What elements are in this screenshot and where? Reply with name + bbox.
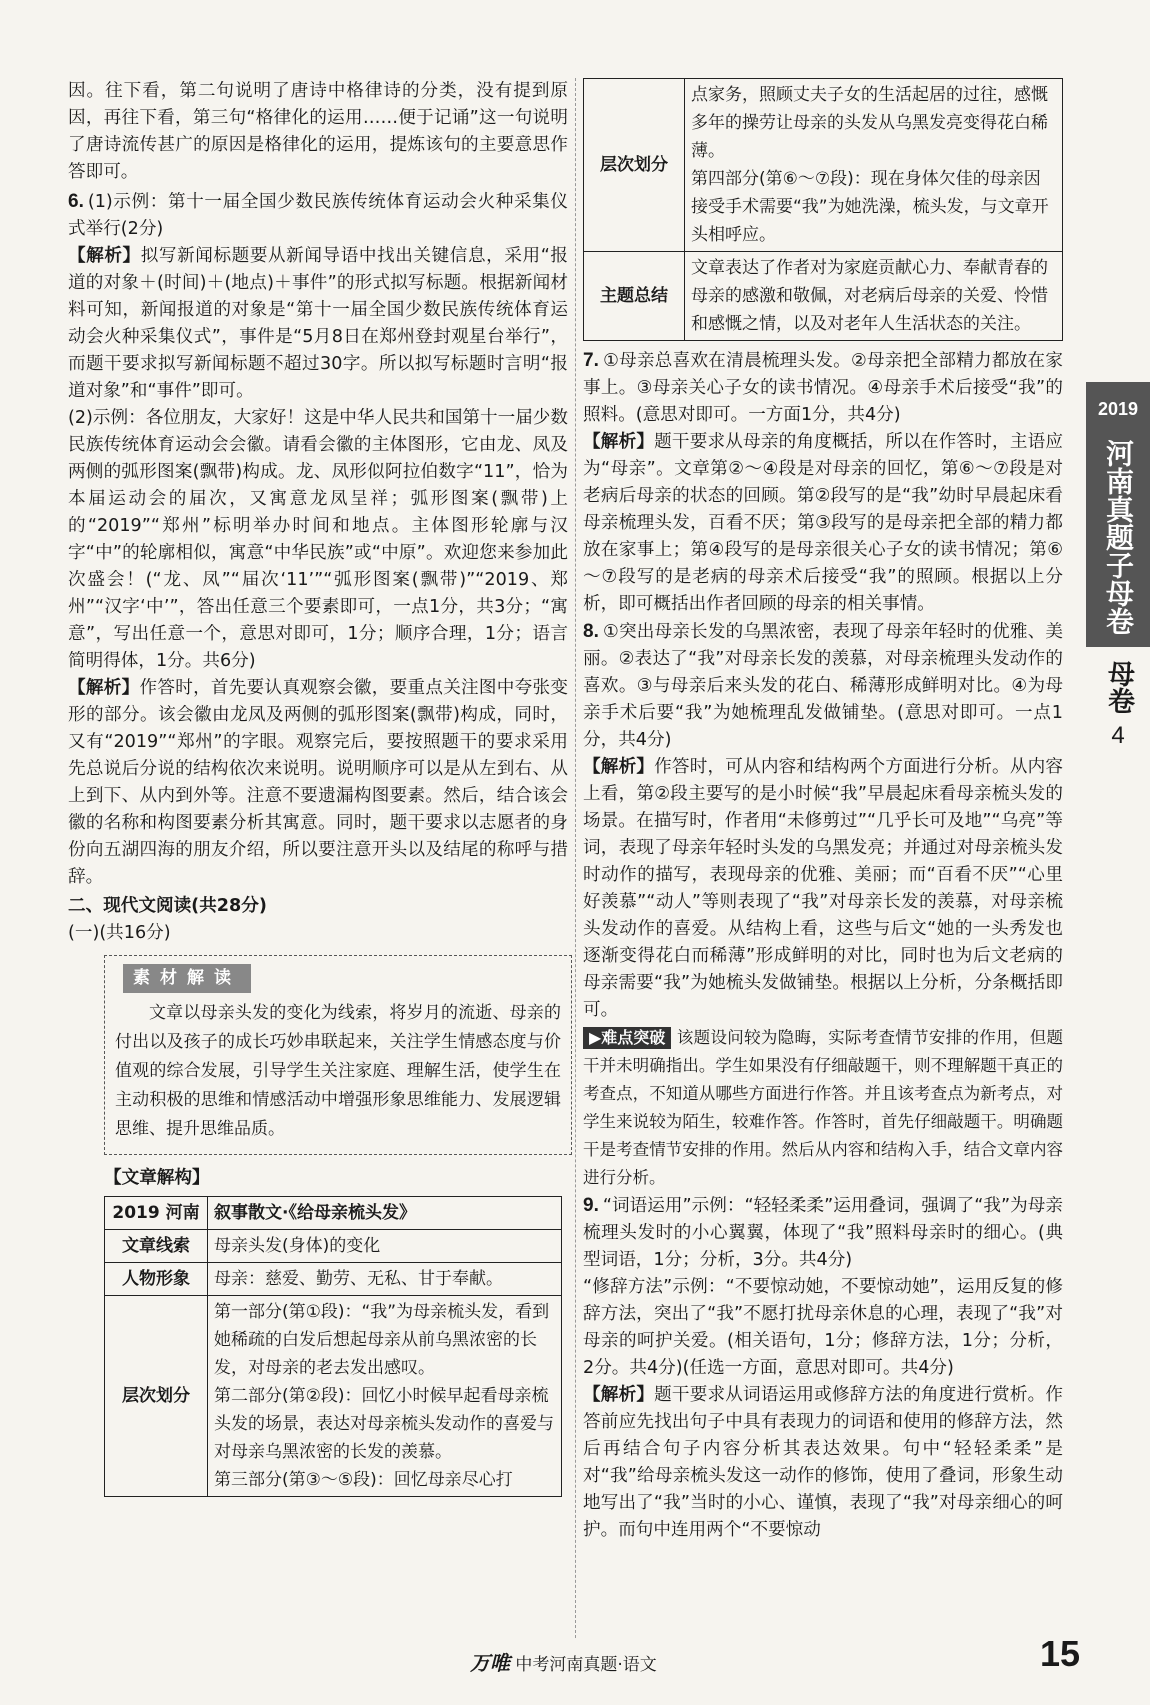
structure-table bbox=[104, 1196, 562, 1497]
column-divider bbox=[575, 78, 577, 1638]
question-6-1-analysis bbox=[68, 243, 568, 405]
side-label-text: 母卷 bbox=[1103, 660, 1134, 714]
table-header-cell: 层次划分 bbox=[105, 1296, 208, 1497]
question-9-analysis bbox=[583, 1382, 1063, 1544]
table-row bbox=[584, 252, 1063, 341]
table-cell: 文章表达了作者对为家庭贡献心力、奉献青春的母亲的感激和敬佩，对老病后母亲的关爱、怜惜和感慨之情，以及对老年人生活状态的关注。 bbox=[685, 252, 1063, 341]
structure-title: 【文章解构】 bbox=[104, 1168, 210, 1188]
question-9-answer-a: “词语运用”示例：“轻轻柔柔”运用叠词，强调了“我”为母亲梳理头发时的小心翼翼，体现了“我”照料母亲时的细心。(典型词语，1分；分析，3分。共4分) bbox=[583, 1196, 1063, 1270]
material-text: 文章以母亲头发的变化为线索，将岁月的流逝、母亲的付出以及孩子的成长巧妙串联起来，关注学生情感态度与价值观的综合发展，引导学生关注家庭、理解生活，使学生在主动积极的思维和情感活动中增强形象思维能力、发展逻辑思维、提升思维品质。 bbox=[115, 1003, 561, 1139]
table-cell bbox=[685, 79, 1063, 252]
table-header-cell: 文章线索 bbox=[105, 1230, 208, 1263]
question-6-1 bbox=[68, 188, 568, 243]
side-tab bbox=[1086, 382, 1150, 647]
question-7-number: 7. bbox=[583, 350, 599, 371]
side-tab-year: 2019 bbox=[1097, 399, 1139, 419]
side-tab-title: 河南真题子母卷 bbox=[1102, 438, 1135, 635]
table-row bbox=[105, 1230, 562, 1263]
table-cell: 叙事散文·《给母亲梳头发》 bbox=[208, 1197, 562, 1230]
question-8-number: 8. bbox=[583, 621, 599, 642]
analysis-text: 题干要求从母亲的角度概括，所以在作答时，主语应为“母亲”。文章第②～④段是对母亲的回忆，第⑥～⑦段是对老病后母亲的状态的回顾。第②段写的是“我”幼时早晨起床看母亲梳理头发，百看不厌；第③段写的是母亲把全部的精力都放在家事上；第④段写的是母亲很关心子女的读书情况；第⑥～⑦段写的是老病的母亲术后接受“我”的照顾。根据以上分析，即可概括出作者回顾的母亲的相关事情。 bbox=[583, 432, 1063, 614]
question-6-2-analysis bbox=[68, 675, 568, 891]
page-number: 15 bbox=[1040, 1633, 1081, 1674]
question-8-answer: ①突出母亲长发的乌黑浓密，表现了母亲年轻时的优雅、美丽。②表达了“我”对母亲长发的羡慕，对母亲梳理头发动作的喜欢。③与母亲后来头发的花白、稀薄形成鲜明对比。④为母亲手术后要“我”为她梳理乱发做铺垫。(意思对即可。一点1分，共4分) bbox=[583, 622, 1063, 750]
analysis-tag: 【解析】 bbox=[68, 678, 140, 698]
footer-text: 中考河南真题·语文 bbox=[515, 1655, 657, 1675]
difficulty-text: 该题设问较为隐晦，实际考查情节安排的作用，但题干并未明确指出。学生如果没有仔细敲题干，则不理解题干真正的考查点，不知道从哪些方面进行作答。并且该考查点为新考点，对学生来说较为陌生，较难作答。作答时，首先仔细敲题干。明确题干是考查情节安排的作用。然后从内容和结构入手，结合文章内容进行分析。 bbox=[583, 1028, 1063, 1187]
table-header-cell: 2019 河南 bbox=[105, 1197, 208, 1230]
structure-table-continued bbox=[583, 78, 1063, 341]
right-column bbox=[583, 78, 1063, 1544]
question-7-answer: ①母亲总喜欢在清晨梳理头发。②母亲把全部精力都放在家事上。③母亲关心子女的读书情况。④母亲手术后接受“我”的照料。(意思对即可。一方面1分，共4分) bbox=[583, 351, 1063, 425]
footer bbox=[470, 1650, 657, 1679]
side-label-number: 4 bbox=[1111, 722, 1125, 749]
question-7 bbox=[583, 347, 1063, 429]
material-title: 素材解读 bbox=[123, 964, 251, 993]
table-cell: 母亲：慈爱、勤劳、无私、甘于奉献。 bbox=[208, 1263, 562, 1296]
subsection-heading: (一)(共16分) bbox=[68, 923, 171, 943]
part-2: 第二部分(第②段)：回忆小时候早起看母亲梳头发的场景，表达对母亲梳头发动作的喜爱与对母亲乌黑浓密的长发的羡慕。 bbox=[214, 1386, 554, 1462]
analysis-tag: 【解析】 bbox=[583, 757, 655, 777]
table-cell: 母亲头发(身体)的变化 bbox=[208, 1230, 562, 1263]
table-row bbox=[105, 1263, 562, 1296]
brand-logo: 万唯 bbox=[470, 1651, 510, 1675]
side-label bbox=[1090, 655, 1146, 753]
analysis-text: 作答时，首先要认真观察会徽，要重点关注图中夸张变形的部分。该会徽由龙凤及两侧的弧形图案(飘带)构成，同时，又有“2019”“郑州”的字眼。观察完后，要按照题干的要求采用先总说后分说的结构依次来说明。说明顺序可以是从左到右、从上到下、从内到外等。注意不要遗漏构图要素。然后，结合该会徽的名称和构图要素分析其寓意。同时，题干要求以志愿者的身份向五湖四海的朋友介绍，所以要注意开头以及结尾的称呼与措辞。 bbox=[68, 678, 568, 887]
table-row bbox=[584, 79, 1063, 252]
part-1: 第一部分(第①段)：“我”为母亲梳头发，看到她稀疏的白发后想起母亲从前乌黑浓密的长发，对母亲的老去发出感叹。 bbox=[214, 1302, 550, 1378]
table-cell bbox=[208, 1296, 562, 1497]
question-8-analysis bbox=[583, 754, 1063, 1024]
question-8 bbox=[583, 618, 1063, 754]
table-header-cell: 主题总结 bbox=[584, 252, 685, 341]
question-6-number: 6. bbox=[68, 191, 84, 212]
table-header-cell: 人物形象 bbox=[105, 1263, 208, 1296]
question-9-answer-b: “修辞方法”示例：“不要惊动她，不要惊动她”，运用反复的修辞方法，突出了“我”不愿打扰母亲休息的心理，表现了“我”对母亲的呵护关爱。(相关语句，1分；修辞方法，1分；分析，2分。共4分)(任选一方面，意思对即可。共4分) bbox=[583, 1277, 1063, 1378]
left-column bbox=[68, 78, 568, 1497]
question-6-2-answer: (2)示例：各位朋友，大家好！这是中华人民共和国第十一届少数民族传统体育运动会会徽。请看会徽的主体图形，它由龙、凤及两侧的弧形图案(飘带)构成。龙、凤形似阿拉伯数字“11”，恰为本届运动会的届次，又寓意龙凤呈祥；弧形图案(飘带)上的“2019”“郑州”标明举办时间和地点。主体图形轮廓与汉字“中”的轮廓相似，寓意“中华民族”或“中原”。欢迎您来参加此次盛会！(“龙、凤”“届次‘11’”“弧形图案(飘带)”“2019、郑州”“汉字‘中’”，答出任意三个要素即可，一点1分，共3分；“寓意”，写出任意一个，意思对即可，1分；顺序合理，1分；语言简明得体，1分。共6分) bbox=[68, 408, 568, 671]
difficulty-tag: ▶难点突破 bbox=[583, 1027, 671, 1049]
question-7-analysis bbox=[583, 429, 1063, 618]
intro-paragraph: 因。往下看，第二句说明了唐诗中格律诗的分类，没有提到原因，再往下看，第三句“格律化的运用……便于记诵”这一句说明了唐诗流传甚广的原因是格律化的运用，提炼该句的主要意思作答即可。 bbox=[68, 81, 568, 182]
analysis-tag: 【解析】 bbox=[583, 432, 655, 452]
question-9-number: 9. bbox=[583, 1195, 599, 1216]
table-header-cell: 层次划分 bbox=[584, 79, 685, 252]
section-heading: 二、现代文阅读(共28分) bbox=[68, 896, 267, 916]
analysis-text: 题干要求从词语运用或修辞方法的角度进行赏析。作答前应先找出句子中具有表现力的词语和使用的修辞方法，然后再结合句子内容分析其表达效果。句中“轻轻柔柔”是对“我”给母亲梳头发这一动作的修饰，使用了叠词，形象生动地写出了“我”当时的小心、谨慎，表现了“我”对母亲细心的呵护。而句中连用两个“不要惊动 bbox=[583, 1385, 1063, 1540]
difficulty-breakthrough bbox=[583, 1024, 1063, 1192]
analysis-tag: 【解析】 bbox=[68, 246, 141, 266]
question-6-1-answer: (1)示例：第十一届全国少数民族传统体育运动会火种采集仪式举行(2分) bbox=[68, 192, 568, 239]
analysis-text: 作答时，可从内容和结构两个方面进行分析。从内容上看，第②段主要写的是小时候“我”早晨起床看母亲梳头发的场景。在描写时，作者用“未修剪过”“几乎长可及地”“乌亮”等词，表现了母亲年轻时头发的乌黑发亮；并通过对母亲梳头发时动作的描写，表现母亲的优雅、美丽；而“百看不厌”“心里好羡慕”“动人”等则表现了“我”对母亲长发的羡慕，对母亲梳头发动作的喜爱。从结构上看，这些与后文“她的一头秀发也逐渐变得花白而稀薄”形成鲜明的对比，同时也为后文老病的母亲需要“我”为她梳头发做铺垫。根据以上分析，分条概括即可。 bbox=[583, 757, 1063, 1020]
part-4: 第四部分(第⑥～⑦段)：现在身体欠佳的母亲因接受手术需要“我”为她洗澡，梳头发，与文章开头相呼应。 bbox=[691, 169, 1049, 245]
part-3: 第三部分(第③～⑤段)：回忆母亲尽心打 bbox=[214, 1470, 513, 1490]
table-row bbox=[105, 1296, 562, 1497]
analysis-tag: 【解析】 bbox=[583, 1385, 655, 1405]
table-row bbox=[105, 1197, 562, 1230]
analysis-text: 拟写新闻标题要从新闻导语中找出关键信息，采用“报道的对象＋(时间)＋(地点)＋事件”的形式拟写标题。根据新闻材料可知，新闻报道的对象是“第十一届全国少数民族传统体育运动会火种采集仪式”，事件是“5月8日在郑州登封观星台举行”，而题干要求拟写新闻标题不超过30字。所以拟写标题时言明“报道对象”和“事件”即可。 bbox=[68, 246, 568, 401]
material-box bbox=[104, 955, 572, 1155]
part-3-continued: 点家务，照顾丈夫子女的生活起居的过往，感慨多年的操劳让母亲的头发从乌黑发亮变得花白稀薄。 bbox=[691, 85, 1048, 161]
question-9 bbox=[583, 1192, 1063, 1274]
